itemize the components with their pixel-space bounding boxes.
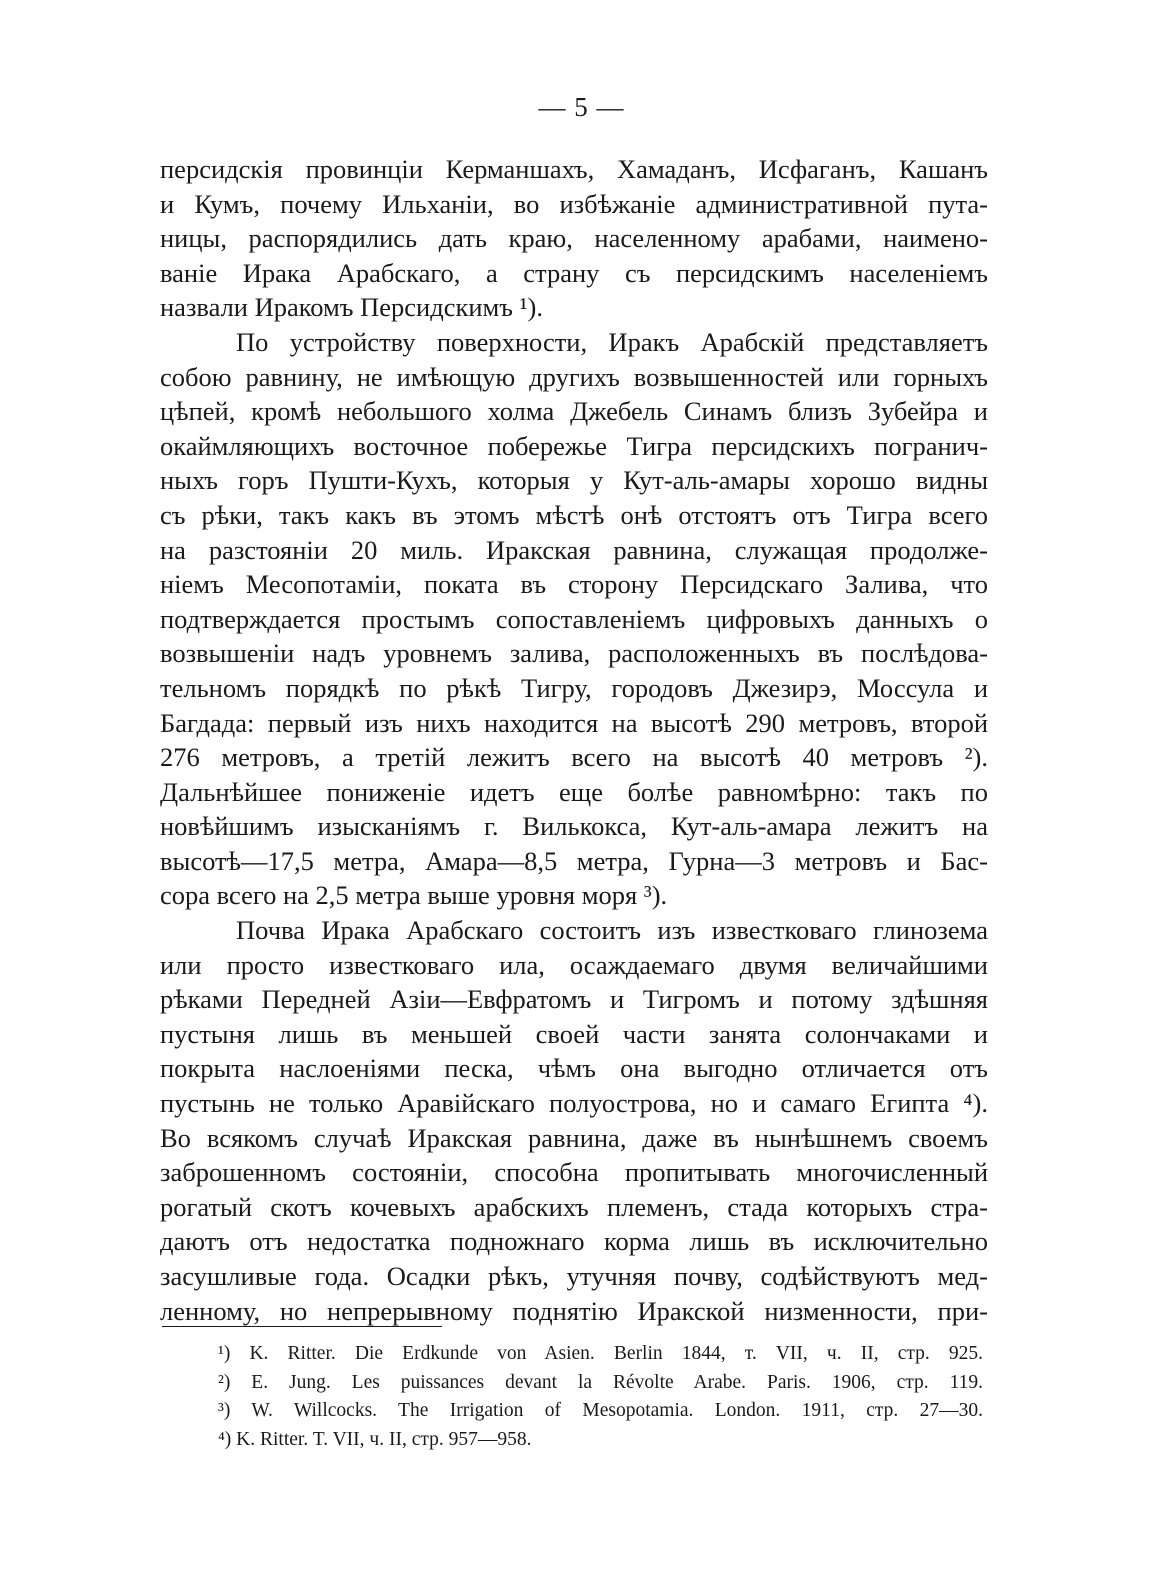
text-line: заброшенномъ состояніи, способна пропитывать многочисленный bbox=[160, 1157, 988, 1188]
page-number: — 5 — bbox=[538, 92, 625, 122]
text-line: даютъ отъ недостатка подножнаго корма лишь въ исключительно bbox=[160, 1226, 988, 1257]
text-line: По устройству поверхности, Иракъ Арабскій представляетъ bbox=[236, 326, 988, 357]
text-line: на разстояніи 20 миль. Иракская равнина, служащая продолже- bbox=[160, 534, 988, 565]
text-line: Багдада: первый изъ нихъ находится на высотѣ 290 метровъ, второй bbox=[160, 707, 988, 738]
text-line: цѣпей, кромѣ небольшого холма Джебель Синамъ близъ Зубейра и bbox=[160, 396, 988, 427]
footnote: ¹) K. Ritter. Die Erdkunde von Asien. Berlin 1844, т. VII, ч. II, стр. 925. bbox=[218, 1343, 983, 1364]
text-line: 276 метровъ, а третій лежитъ всего на высотѣ 40 метровъ ²). bbox=[160, 742, 988, 773]
text-line: персидскія провинціи Керманшахъ, Хамаданъ, Исфаганъ, Кашанъ bbox=[160, 154, 988, 184]
text-line: рогатый скотъ кочевыхъ арабскихъ племенъ, стада которыхъ стра- bbox=[160, 1191, 988, 1222]
text-line: ницы, распорядились дать краю, населенному арабами, наимено- bbox=[160, 223, 988, 254]
text-line: покрыта наслоеніями песка, чѣмъ она выгодно отличается отъ bbox=[160, 1053, 988, 1084]
footnote: ³) W. Willcocks. The Irrigation of Mesopotamia. London. 1911, стр. 27—30. bbox=[218, 1400, 983, 1421]
text-line: тельномъ порядкѣ по рѣкѣ Тигру, городовъ Джезирэ, Моссула и bbox=[160, 672, 988, 703]
text-line: возвышеніи надъ уровнемъ залива, расположенныхъ въ послѣдова- bbox=[160, 638, 988, 669]
footnote-divider bbox=[162, 1326, 442, 1327]
text-line: пустынь не только Аравійскаго полуострова, но и самаго Египта ⁴). bbox=[160, 1088, 988, 1119]
text-line: новѣйшимъ изысканіямъ г. Вилькокса, Кут-аль-амара лежитъ на bbox=[160, 811, 988, 842]
footnote: ²) E. Jung. Les puissances devant la Révolte Arabe. Paris. 1906, стр. 119. bbox=[218, 1371, 983, 1393]
text-line: собою равнину, не имѣющую другихъ возвышенностей или горныхъ bbox=[160, 361, 988, 392]
text-line: рѣками Передней Азіи—Евфратомъ и Тигромъ и потому здѣшняя bbox=[160, 984, 988, 1015]
text-line: или просто известковаго ила, осаждаемаго двумя величайшими bbox=[160, 949, 988, 980]
text-line: и Кумъ, почему Ильханіи, во избѣжаніе административной пута- bbox=[160, 188, 988, 219]
text-line: ныхъ горъ Пушти-Кухъ, которыя у Кут-аль-амары хорошо видны bbox=[160, 465, 988, 496]
text-line: пустыня лишь въ меньшей своей части занята солончаками и bbox=[160, 1018, 988, 1049]
text-line: съ рѣки, такъ какъ въ этомъ мѣстѣ онѣ отстоятъ отъ Тигра всего bbox=[160, 499, 988, 530]
text-line: Почва Ирака Арабскаго состоитъ изъ известковаго глинозема bbox=[236, 915, 988, 946]
text-line: подтверждается простымъ сопоставленіемъ цифровыхъ данныхъ о bbox=[160, 603, 988, 634]
footnotes bbox=[218, 1340, 983, 1454]
footnote: ⁴) K. Ritter. T. VII, ч. II, стр. 957—958. bbox=[218, 1428, 532, 1450]
text-line: ніемъ Месопотаміи, поката въ сторону Персидскаго Залива, что bbox=[160, 569, 988, 600]
text-line: ваніе Ирака Арабскаго, а страну съ персидскимъ населеніемъ bbox=[160, 257, 988, 288]
text-line: ленному, но непрерывному поднятію Иракской низменности, при- bbox=[160, 1295, 988, 1326]
text-line: Во всякомъ случаѣ Иракская равнина, даже въ нынѣшнемъ своемъ bbox=[160, 1122, 988, 1153]
body-text bbox=[160, 152, 988, 1328]
text-line: Дальнѣйшее пониженіе идетъ еще болѣе равномѣрно: такъ по bbox=[160, 776, 988, 807]
text-line: окаймляющихъ восточное побережье Тигра персидскихъ погранич- bbox=[160, 430, 988, 461]
text-line: сора всего на 2,5 метра выше уровня моря ³). bbox=[160, 880, 668, 911]
text-line: засушливые года. Осадки рѣкъ, утучняя почву, содѣйствуютъ мед- bbox=[160, 1261, 988, 1291]
text-line: высотѣ—17,5 метра, Амара—8,5 метра, Гурна—3 метровъ и Бас- bbox=[160, 845, 988, 876]
text-line: назвали Иракомъ Персидскимъ ¹). bbox=[160, 292, 544, 323]
